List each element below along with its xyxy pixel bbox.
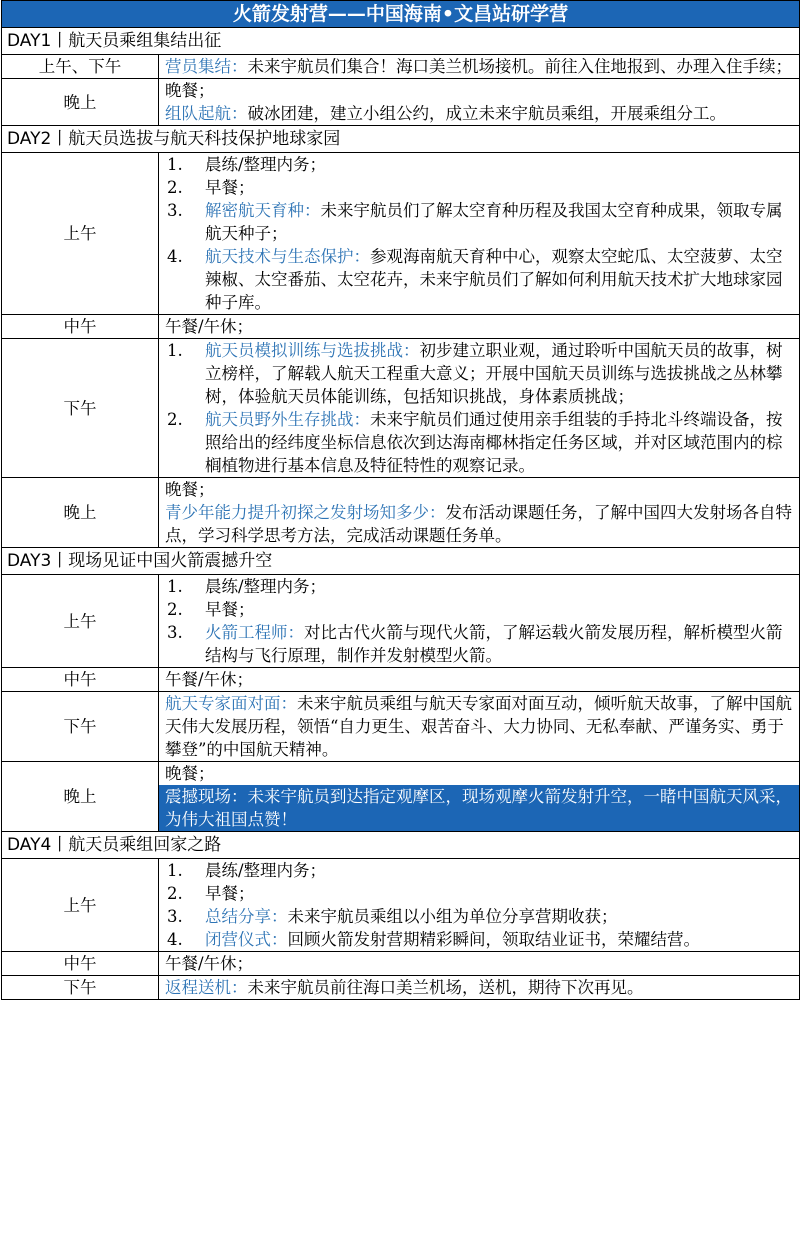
item-text [165, 976, 793, 999]
day-header: DAY1丨航天员乘组集结出征 [2, 28, 800, 55]
session-row [2, 79, 800, 126]
activity-item [165, 501, 793, 547]
item-number: 4. [167, 930, 183, 949]
activity-item [165, 952, 793, 975]
activity-desc: 未来宇航员们了解太空育种历程及我国太空育种成果，领取专属航天种子； [205, 201, 783, 243]
activity-desc: 早餐； [205, 600, 255, 619]
activity-name: 总结分享： [205, 907, 288, 926]
activity-desc: 午餐/午休； [165, 670, 254, 689]
session-row [2, 952, 800, 976]
session-row [2, 976, 800, 1000]
item-text [165, 501, 793, 547]
item-text [205, 176, 793, 199]
item-text [205, 408, 793, 477]
activity-name: 解密航天育种： [205, 201, 321, 220]
item-number: 2. [167, 178, 183, 197]
session-time: 晚上 [2, 79, 159, 126]
activity-item [165, 621, 793, 667]
item-number: 4. [167, 247, 183, 266]
activity-desc: 早餐； [205, 884, 255, 903]
activity-item [165, 79, 793, 102]
activity-desc: 午餐/午休； [165, 317, 254, 336]
session-row [2, 762, 800, 832]
session-row [2, 692, 800, 762]
day-header-row [2, 832, 800, 859]
activity-desc: 初步建立职业观，通过聆听中国航天员的故事，树立榜样，了解载人航天工程重大意义；开展中国航天员训练与选拔挑战之丛林攀树，体验航天员体能训练，包括知识挑战，身体素质挑战； [205, 341, 783, 406]
activity-desc: 参观海南航天育种中心，观察太空蛇瓜、太空菠萝、太空辣椒、太空番茄、太空花卉，未来宇航员们了解如何利用航天技术扩大地球家园种子库。 [205, 247, 783, 312]
session-content [159, 952, 800, 976]
activity-item [165, 408, 793, 477]
item-number: 2. [167, 884, 183, 903]
item-number: 1. [167, 341, 183, 360]
item-text [205, 598, 793, 621]
activity-desc: 对比古代火箭与现代火箭，了解运载火箭发展历程，解析模型火箭结构与飞行原理，制作并发射模型火箭。 [205, 623, 783, 665]
item-number: 3. [167, 201, 183, 220]
item-number: 1. [167, 577, 183, 596]
title-row [2, 1, 800, 28]
activity-item [165, 55, 793, 78]
activity-item [165, 153, 793, 176]
activity-desc: 晚餐； [165, 480, 215, 499]
item-text [165, 952, 793, 975]
activity-desc: 回顾火箭发射营期精彩瞬间，领取结业证书，荣耀结营。 [287, 930, 700, 949]
activity-desc: 未来宇航员到达指定观摩区，现场观摩火箭发射升空，一睹中国航天风采，为伟大祖国点赞！ [165, 787, 792, 829]
session-time: 中午 [2, 315, 159, 339]
activity-desc: 未来宇航员们集合！海口美兰机场接机。前往入住地报到、办理入住手续； [247, 57, 792, 76]
day-header: DAY2丨航天员选拔与航天科技保护地球家园 [2, 126, 800, 153]
activity-desc: 未来宇航员乘组与航天专家面对面互动，倾听航天故事，了解中国航天伟大发展历程，领悟“自力更生、艰苦奋斗、大力协同、无私奉献、严谨务实、勇于攀登”的中国航天精神。 [165, 694, 792, 759]
session-content [159, 478, 800, 548]
activity-desc: 晚餐； [165, 81, 215, 100]
schedule-table [1, 0, 800, 1000]
activity-item [165, 575, 793, 598]
session-row [2, 339, 800, 478]
activity-desc: 未来宇航员前往海口美兰机场，送机，期待下次再见。 [247, 978, 644, 997]
item-text [165, 692, 793, 761]
activity-desc: 晚餐； [165, 764, 215, 783]
item-text [205, 905, 793, 928]
session-content [159, 315, 800, 339]
session-content [159, 575, 800, 668]
activity-item [165, 882, 793, 905]
activity-item [165, 762, 793, 785]
session-time: 中午 [2, 668, 159, 692]
item-text [205, 575, 793, 598]
activity-desc: 破冰团建，建立小组公约，成立未来宇航员乘组，开展乘组分工。 [247, 104, 726, 123]
item-number: 3. [167, 907, 183, 926]
activity-item [165, 102, 793, 125]
item-text [205, 245, 793, 314]
session-row [2, 315, 800, 339]
activity-desc: 早餐； [205, 178, 255, 197]
activity-item [159, 785, 799, 831]
item-text [205, 199, 793, 245]
session-time: 下午 [2, 339, 159, 478]
session-content [159, 692, 800, 762]
activity-desc: 晨练/整理内务； [205, 577, 327, 596]
item-text [205, 928, 793, 951]
activity-item [165, 668, 793, 691]
session-time: 下午 [2, 976, 159, 1000]
activity-name: 闭营仪式： [205, 930, 288, 949]
activity-name: 航天技术与生态保护： [205, 247, 370, 266]
activity-name: 营员集结： [165, 57, 248, 76]
item-text [205, 153, 793, 176]
item-text [165, 55, 793, 78]
page-title: 火箭发射营——中国海南•文昌站研学营 [2, 1, 800, 28]
session-row [2, 153, 800, 315]
session-time: 中午 [2, 952, 159, 976]
session-content [159, 339, 800, 478]
activity-item [165, 928, 793, 951]
session-row [2, 575, 800, 668]
activity-item [165, 692, 793, 761]
activity-desc: 晨练/整理内务； [205, 155, 327, 174]
session-row [2, 55, 800, 79]
activity-item [165, 245, 793, 314]
activity-item [165, 598, 793, 621]
activity-name: 震撼现场： [165, 787, 248, 806]
session-content [159, 668, 800, 692]
item-number: 1. [167, 155, 183, 174]
session-row [2, 859, 800, 952]
item-text [165, 102, 793, 125]
item-text [165, 79, 793, 102]
session-content [159, 153, 800, 315]
item-text [165, 762, 793, 785]
session-time: 上午 [2, 575, 159, 668]
activity-item [165, 199, 793, 245]
session-time: 下午 [2, 692, 159, 762]
day-header: DAY4丨航天员乘组回家之路 [2, 832, 800, 859]
item-number: 2. [167, 600, 183, 619]
day-header-row [2, 28, 800, 55]
session-time: 上午 [2, 153, 159, 315]
day-header-row [2, 548, 800, 575]
session-time: 上午 [2, 859, 159, 952]
item-text [205, 339, 793, 408]
activity-item [165, 859, 793, 882]
activity-name: 火箭工程师： [205, 623, 304, 642]
day-header: DAY3丨现场见证中国火箭震撼升空 [2, 548, 800, 575]
item-text [205, 882, 793, 905]
activity-item [165, 339, 793, 408]
session-row [2, 668, 800, 692]
session-content [159, 55, 800, 79]
item-text [165, 668, 793, 691]
activity-name: 航天员野外生存挑战： [205, 410, 370, 429]
session-content [159, 976, 800, 1000]
activity-name: 组队起航： [165, 104, 248, 123]
item-text [205, 859, 793, 882]
item-number: 2. [167, 410, 183, 429]
activity-desc: 未来宇航员们通过使用亲手组装的手持北斗终端设备，按照给出的经纬度坐标信息依次到达海南椰林指定任务区域，并对区域范围内的棕榈植物进行基本信息及特征特性的观察记录。 [205, 410, 783, 475]
activity-name: 返程送机： [165, 978, 248, 997]
session-content [159, 79, 800, 126]
item-number: 3. [167, 623, 183, 642]
day-header-row [2, 126, 800, 153]
activity-item [165, 478, 793, 501]
session-content [159, 762, 800, 832]
activity-item [165, 176, 793, 199]
item-text [165, 478, 793, 501]
activity-name: 青少年能力提升初探之发射场知多少： [165, 503, 446, 522]
session-time: 晚上 [2, 762, 159, 832]
item-text [165, 315, 793, 338]
activity-desc: 未来宇航员乘组以小组为单位分享营期收获； [287, 907, 618, 926]
activity-name: 航天专家面对面： [165, 694, 297, 713]
session-time: 晚上 [2, 478, 159, 548]
activity-desc: 午餐/午休； [165, 954, 254, 973]
activity-item [165, 315, 793, 338]
item-text [165, 785, 793, 831]
activity-desc: 发布活动课题任务，了解中国四大发射场各自特点，学习科学思考方法，完成活动课题任务单。 [165, 503, 792, 545]
item-number: 1. [167, 861, 183, 880]
session-content [159, 859, 800, 952]
item-text [205, 621, 793, 667]
activity-name: 航天员模拟训练与选拔挑战： [205, 341, 420, 360]
activity-desc: 晨练/整理内务； [205, 861, 327, 880]
activity-item [165, 905, 793, 928]
session-row [2, 478, 800, 548]
session-time: 上午、下午 [2, 55, 159, 79]
activity-item [165, 976, 793, 999]
